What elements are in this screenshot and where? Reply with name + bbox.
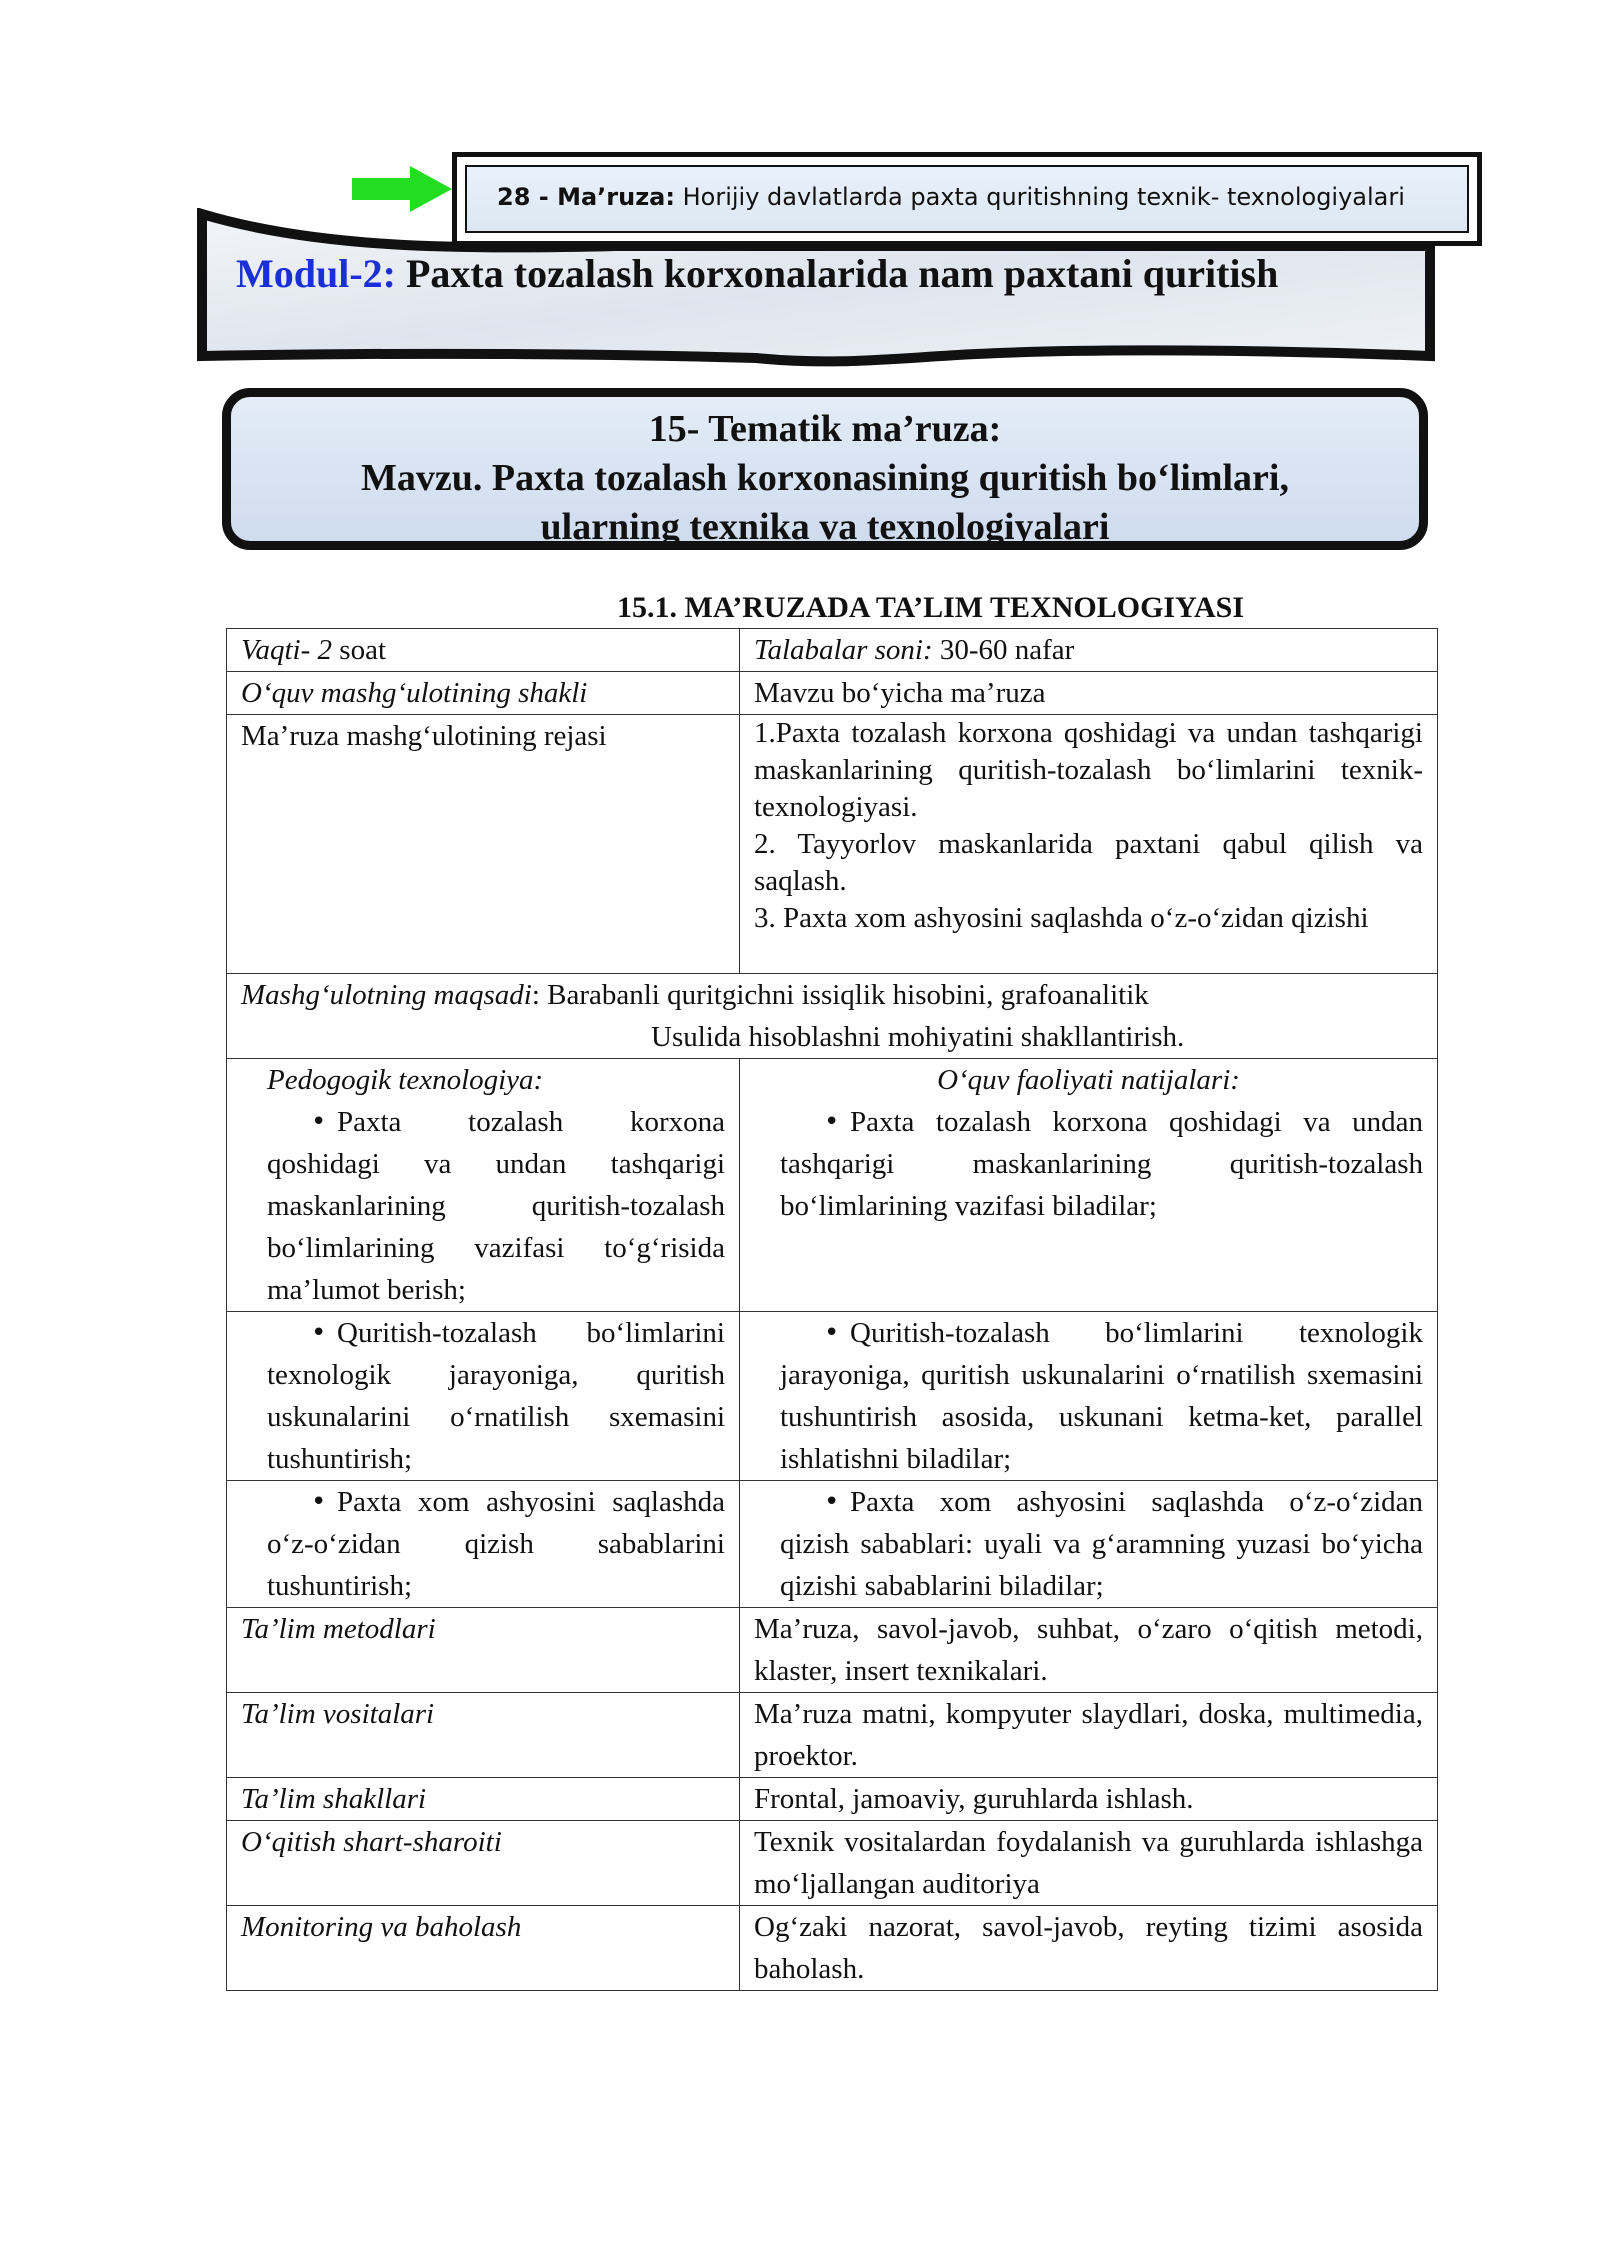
arrow-right-icon (352, 166, 452, 212)
table-row (227, 974, 1438, 1059)
plan-item: 3. Paxta xom ashyosini saqlashda o‘z-o‘zidan qizishi (754, 902, 1369, 934)
means-label: Ta’lim vositalari (227, 1693, 740, 1778)
table-row (227, 672, 1438, 715)
goal-cell (227, 974, 1438, 1059)
plan-label: Ma’ruza mashg‘ulotining rejasi (227, 715, 740, 974)
lecture-title-text: Horijiy davlatlarda paxta quritishning texnik- texnologiyalari (682, 183, 1405, 211)
module-label: Modul-2: (236, 251, 396, 296)
table-row (227, 1693, 1438, 1778)
time-unit: soat (332, 634, 386, 666)
students-cell (740, 629, 1438, 672)
means-value: Ma’ruza matni, kompyuter slaydlari, doska, multimedia, proektor. (740, 1693, 1438, 1778)
results-header: O‘quv faoliyati natijalari: (937, 1064, 1240, 1096)
table-row (227, 1608, 1438, 1693)
goal-text-cont: Usulida hisoblashni mohiyatini shakllantirish. (651, 1021, 1185, 1053)
plan-item: 1.Paxta tozalash korxona qoshidagi va undan tashqarigi maskanlarining quritish-tozalash bo‘limlarini texnik- texnologiyasi. (754, 717, 1423, 823)
theme-topic-line2: ularning texnika va texnologiyalari (540, 506, 1110, 548)
monitoring-value: Og‘zaki nazorat, savol-javob, reyting tizimi asosida baholash. (740, 1906, 1438, 1991)
forms-value: Frontal, jamoaviy, guruhlarda ishlash. (740, 1778, 1438, 1821)
list-item: • Paxta xom ashyosini saqlashda o‘z-o‘zidan qizish sabablari: uyali va g‘aramning yuzasi bo‘yicha qizishi sabablarini biladilar; (754, 1481, 1423, 1607)
table-row (227, 1821, 1438, 1906)
table-row (227, 629, 1438, 672)
monitoring-label: Monitoring va baholash (227, 1906, 740, 1991)
table-row (227, 1778, 1438, 1821)
time-cell (227, 629, 740, 672)
goal-text: : Barabanli quritgichni issiqlik hisobini, grafoanalitik (531, 979, 1149, 1011)
conditions-label: O‘qitish shart-sharoiti (227, 1821, 740, 1906)
plan-item: 2. Tayyorlov maskanlarida paxtani qabul qilish va saqlash. (754, 828, 1423, 897)
theme-topic-line1: Mavzu. Paxta tozalash korxonasining quritish bo‘limlari, (361, 457, 1289, 499)
goal-label: Mashg‘ulotning maqsadi (241, 979, 532, 1011)
pedagogy-header: Pedogogik texnologiya: (267, 1064, 544, 1096)
table-row (227, 1059, 1438, 1312)
lecture-title-box (452, 152, 1482, 246)
lesson-form-label: O‘quv mashg‘ulotining shakli (227, 672, 740, 715)
methods-label: Ta’lim metodlari (227, 1608, 740, 1693)
theme-box (222, 388, 1428, 550)
lecture-label: 28 - Ma’ruza: (497, 183, 675, 211)
plan-cell (740, 715, 1438, 974)
pedagogy-cell (227, 1059, 740, 1312)
conditions-value: Texnik vositalardan foydalanish va guruhlarda ishlashga mo‘ljallangan auditoriya (740, 1821, 1438, 1906)
list-item: • Paxta tozalash korxona qoshidagi va undan tashqarigi maskanlarining quritish-tozalash bo‘limlarining vazifasi to‘g‘risida ma’lumot berish; (241, 1101, 725, 1311)
table-row (227, 1906, 1438, 1991)
methods-value: Ma’ruza, savol-javob, suhbat, o‘zaro o‘qitish metodi, klaster, insert texnikalari. (740, 1608, 1438, 1693)
list-item: • Quritish-tozalash bo‘limlarini texnologik jarayoniga, quritish uskunalarini o‘rnatilish sxemasini tushuntirish; (241, 1312, 725, 1480)
forms-label: Ta’lim shakllari (227, 1778, 740, 1821)
students-value: 30-60 nafar (932, 634, 1075, 666)
module-title-text: Paxta tozalash korxonalarida nam paxtani quritish (406, 251, 1279, 296)
list-item: • Quritish-tozalash bo‘limlarini texnologik jarayoniga, quritish uskunalarini o‘rnatilish sxemasini tushuntirish asosida, uskunani ketma-ket, parallel ishlatishni biladilar; (754, 1312, 1423, 1480)
module-title (236, 250, 1278, 297)
lesson-technology-table (226, 628, 1438, 1991)
theme-heading: 15- Tematik ma’ruza: (648, 408, 1002, 450)
section-title: 15.1. MA’RUZADA TA’LIM TEXNOLOGIYASI (617, 591, 1245, 624)
list-item: • Paxta tozalash korxona qoshidagi va undan tashqarigi maskanlarining quritish-tozalash bo‘limlarining vazifasi biladilar; (754, 1101, 1423, 1227)
results-cell (740, 1059, 1438, 1312)
lecture-title (497, 183, 1405, 211)
table-row (227, 1312, 1438, 1481)
list-item: • Paxta xom ashyosini saqlashda o‘z-o‘zidan qizish sabablarini tushuntirish; (241, 1481, 725, 1607)
time-label: Vaqti- 2 (241, 634, 333, 666)
table-row (227, 715, 1438, 974)
lesson-form-value: Mavzu bo‘yicha ma’ruza (740, 672, 1438, 715)
students-label: Talabalar soni: (754, 634, 933, 666)
table-row (227, 1481, 1438, 1608)
